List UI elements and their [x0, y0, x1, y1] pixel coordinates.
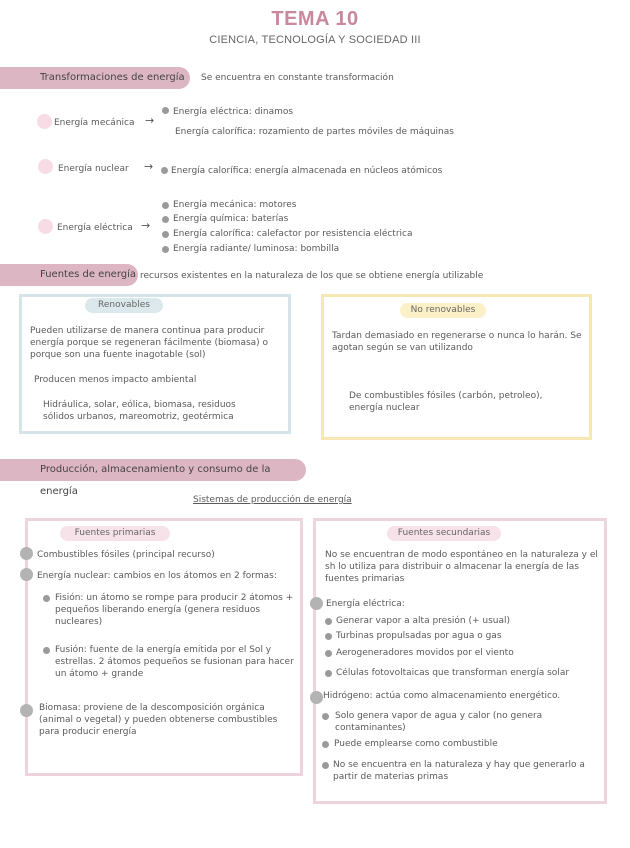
bullet-dot — [325, 618, 332, 625]
section-tag-fuentes: Fuentes de energía — [0, 264, 138, 286]
bullet-dot — [20, 547, 33, 560]
bullet-dot — [38, 219, 53, 234]
list-item: Energía calorífica: calefactor por resistencia eléctrica — [173, 229, 413, 239]
list-item: Energía química: baterías — [173, 214, 289, 224]
secundarias-title: Fuentes secundarias — [387, 526, 501, 541]
bullet-dot — [37, 114, 52, 129]
list-item: Aerogeneradores movidos por el viento — [336, 648, 514, 658]
bullet-dot — [325, 670, 332, 677]
fuentes-intro: recursos existentes en la naturaleza de los que se obtiene energía utilizable — [140, 271, 484, 281]
arrow-right-icon: → — [141, 219, 151, 232]
primarias-b2a: Fisión: un átomo se rompe para producir 2 átomos + pequeños liberando energía (genera residuos nucleares) — [55, 593, 294, 627]
bullet-dot — [310, 597, 323, 610]
list-item: Energía eléctrica: dinamos — [173, 107, 294, 117]
bullet-dot — [43, 647, 50, 654]
list-item: Energía mecánica: motores — [173, 200, 297, 210]
list-item: Energía calorífica: energía almacenada en núcleos atómicos — [171, 166, 443, 176]
renovables-p1: Pueden utilizarse de manera continua para producir energía porque se regeneran fácilmente (biomasa) o porque son una fuente inagotable (sol) — [30, 326, 269, 360]
renovables-title: Renovables — [85, 298, 163, 313]
sistemas-heading: Sistemas de producción de energía — [193, 495, 352, 505]
list-item: Puede emplearse como combustible — [334, 739, 498, 749]
list-item: Células fotovoltaicas que transforman energía solar — [336, 668, 570, 678]
bullet-dot — [310, 691, 323, 704]
group-label-mecanica: Energía mecánica — [54, 118, 135, 128]
primarias-title: Fuentes primarias — [60, 526, 170, 541]
section-tag-produccion: Producción, almacenamiento y consumo de la energía — [0, 459, 306, 481]
page-title: TEMA 10 — [271, 8, 359, 30]
list-item: Turbinas propulsadas por agua o gas — [336, 631, 502, 641]
bullet-dot — [322, 741, 329, 748]
bullet-dot — [162, 107, 169, 114]
group-label-nuclear: Energía nuclear — [58, 164, 129, 174]
bullet-dot — [161, 167, 168, 174]
page-subtitle: CIENCIA, TECNOLOGÍA Y SOCIEDAD III — [209, 34, 421, 46]
bullet-dot — [325, 650, 332, 657]
secundarias-electrica: Energía eléctrica: — [326, 599, 405, 609]
renovables-p3: Hidráulica, solar, eólica, biomasa, residuos sólidos urbanos, mareomotriz, geotérmica — [43, 400, 236, 422]
bullet-dot — [20, 704, 33, 717]
list-item: No se encuentra en la naturaleza y hay que generarlo a partir de materias primas — [333, 760, 585, 782]
bullet-dot — [322, 713, 329, 720]
primarias-b3: Biomasa: proviene de la descomposición orgánica (animal o vegetal) y pueden obtenerse combustibles para producir energía — [39, 703, 278, 737]
group-label-electrica: Energía eléctrica — [57, 223, 133, 233]
transformaciones-intro: Se encuentra en constante transformación — [201, 73, 394, 83]
primarias-b2: Energía nuclear: cambios en los átomos en 2 formas: — [37, 571, 277, 581]
bullet-dot — [162, 202, 169, 209]
arrow-right-icon: → — [145, 114, 155, 127]
bullet-dot — [43, 595, 50, 602]
bullet-dot — [162, 216, 169, 223]
list-item: Generar vapor a alta presión (+ usual) — [336, 616, 510, 626]
list-item: Energía radiante/ luminosa: bombilla — [173, 244, 340, 254]
bullet-dot — [38, 159, 53, 174]
primarias-b1: Combustibles fósiles (principal recurso) — [37, 550, 215, 560]
no-renovables-title: No renovables — [400, 303, 486, 318]
bullet-dot — [322, 762, 329, 769]
no-renovables-p1: Tardan demasiado en regenerarse o nunca lo harán. Se agotan según se van utilizando — [332, 331, 582, 353]
bullet-dot — [162, 231, 169, 238]
bullet-dot — [162, 246, 169, 253]
section-tag-transformaciones: Transformaciones de energía — [0, 67, 190, 89]
bullet-dot — [325, 633, 332, 640]
bullet-dot — [20, 568, 33, 581]
secundarias-hidrogeno: Hidrógeno: actúa como almacenamiento energético. — [323, 691, 561, 701]
list-item: Energía calorífica: rozamiento de partes móviles de máquinas — [175, 127, 454, 137]
renovables-p2: Producen menos impacto ambiental — [34, 375, 197, 385]
no-renovables-p2: De combustibles fósiles (carbón, petroleo), energía nuclear — [349, 391, 543, 413]
arrow-right-icon: → — [144, 160, 154, 173]
list-item: Solo genera vapor de agua y calor (no genera contaminantes) — [335, 711, 543, 733]
primarias-b2b: Fusión: fuente de la energía emitida por el Sol y estrellas. 2 átomos pequeños se fusionan para hacer un átomo + grande — [55, 645, 294, 679]
secundarias-intro: No se encuentran de modo espontáneo en la naturaleza y el sh lo utiliza para distribuir o almacenar la energía de las fuentes primarias — [325, 550, 598, 584]
